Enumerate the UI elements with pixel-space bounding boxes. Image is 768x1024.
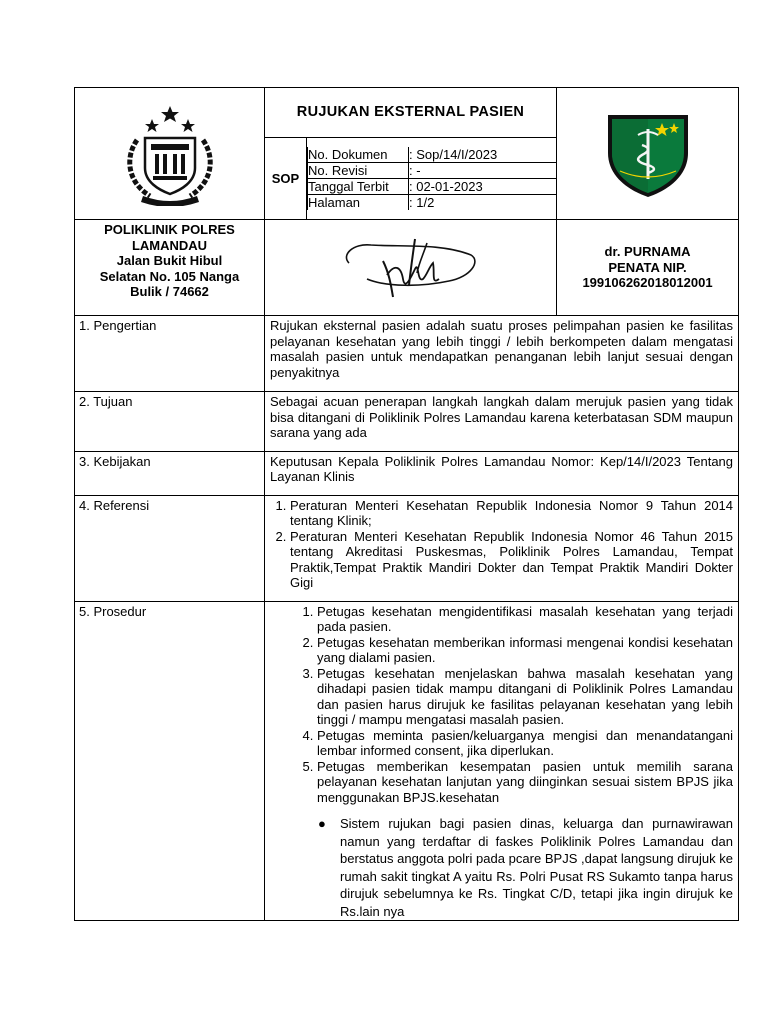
bullet-item [318, 815, 734, 920]
meta-row [308, 178, 557, 194]
doctor-name: dr. PURNAMA [604, 244, 691, 260]
medical-emblem-icon [602, 109, 694, 199]
list-item: 2. Petugas kesehatan memberikan informasi mengenai kondisi kesehatan yang dialami pasien. [317, 635, 733, 666]
list-item: 1. Petugas kesehatan mengidentifikasi masalah kesehatan yang terjadi pada pasien. [317, 604, 733, 635]
section-row [75, 392, 739, 452]
meta-value: : Sop/14/I/2023 [409, 147, 557, 163]
meta-key: No. Revisi [308, 162, 409, 178]
section-label: 5. Prosedur [75, 601, 265, 921]
section-text: Keputusan Kepala Poliklinik Polres Lamandau Nomor: Kep/14/I/2023 Tentang Layanan Klinis [265, 451, 739, 495]
doctor-nip: 19910626201801200​1 [582, 275, 713, 291]
meta-value: : 02-01-2023 [409, 178, 557, 194]
section-list [265, 495, 739, 601]
clinic-name-line: LAMANDAU [131, 237, 208, 253]
sop-table [74, 87, 739, 921]
medical-logo-cell [557, 88, 739, 220]
bullet-dot-icon: ● [318, 816, 326, 831]
meta-key: No. Dokumen [308, 147, 409, 163]
meta-key: Tanggal Terbit [308, 178, 409, 194]
sop-document [74, 87, 738, 921]
procedure-list [270, 604, 733, 806]
clinic-address-line: Bulik / 74662 [130, 284, 209, 299]
signature-cell [265, 220, 557, 316]
meta-row [308, 162, 557, 178]
section-row [75, 601, 739, 921]
list-item: 5. Petugas memberikan kesempatan pasien untuk memilih sarana pelayanan kesehatan lanjutan yang diinginkan sesuai sistem BPJS jika menggunakan BPJS.kesehatan [317, 759, 733, 806]
meta-value: : - [409, 162, 557, 178]
police-emblem-cell [75, 88, 265, 220]
sop-label: SOP [265, 137, 307, 219]
meta-row [308, 147, 557, 163]
meta-value: : 1/2 [409, 194, 557, 210]
doctor-info [557, 220, 739, 316]
clinic-address-line: Selatan No. 105 Nanga [99, 268, 240, 284]
clinic-address-line: Jalan Bukit Hibul [116, 253, 223, 268]
section-text: Sebagai acuan penerapan langkah langkah dalam merujuk pasien yang tidak bisa ditangani di Poliklinik Polres Lamandau karena keterbatasan SDM maupun sarana yang ada [265, 392, 739, 452]
police-emblem-icon [115, 102, 225, 206]
section-row [75, 316, 739, 392]
document-title: RUJUKAN EKSTERNAL PASIEN [265, 88, 557, 138]
clinic-address [75, 220, 265, 316]
list-item: 1. Peraturan Menteri Kesehatan Republik Indonesia Nomor 9 Tahun 2014 tentang Klinik; [290, 498, 733, 529]
section-text: Rujukan eksternal pasien adalah suatu proses pelimpahan pasien ke fasilitas pelayanan kesehatan yang lebih tinggi / lebih berkompeten dalam mengatasi masalah pasien untuk mendapatkan penanganan lebih lanjut sesuai dengan penyakitnya [265, 316, 739, 392]
section-label: 2. Tujuan [75, 392, 265, 452]
bullet-text: Sistem rujukan bagi pasien dinas, keluarga dan purnawirawan namun yang terdaftar di faskes Poliklinik Polres Lamandau dan berstatus anggota polri pada pcare BPJS ,dapat langsung dirujuk ke rumah sakit tingkat A yaitu Rs. Polri Pusat RS Sukamto tanpa harus dirujuk sebelumnya ke Rs. Tingkat C/D, tetapi jika ingin dirujuk ke Rs.lain nya [340, 816, 734, 919]
meta-row [308, 194, 557, 210]
procedure-bullets [270, 815, 733, 920]
section-list [265, 601, 739, 921]
section-row [75, 451, 739, 495]
section-label: 1. Pengertian [75, 316, 265, 392]
clinic-name-line: POLIKLINIK POLRES [104, 222, 235, 237]
document-meta [307, 147, 556, 210]
section-label: 3. Kebijakan [75, 451, 265, 495]
list-item: 2. Peraturan Menteri Kesehatan Republik Indonesia Nomor 46 Tahun 2015 tentang Akreditasi Puskesmas, Poliklinik Polres Lamandau, Tempat Praktik,Tempat Praktik Mandiri Dokter dan Tempat Praktik Mandiri Dokter Gigi [290, 529, 733, 591]
meta-key: Halaman [308, 194, 409, 210]
list-item: 4. Petugas meminta pasien/keluarganya mengisi dan menandatangani lembar informed consent, jika diperlukan. [317, 728, 733, 759]
reference-list [270, 498, 733, 591]
section-row [75, 495, 739, 601]
section-label: 4. Referensi [75, 495, 265, 601]
document-meta-cell [307, 137, 557, 219]
doctor-rank: PENATA NIP. [608, 259, 687, 275]
list-item: 3. Petugas kesehatan menjelaskan bahwa masalah kesehatan yang dihadapi pasien tidak mampu ditangani di Poliklinik Polres Lamandau dan pasien harus dirujuk ke fasilitas pelayanan kesehatan yang lebih tinggi / mampu mengatasi masalah pasien. [317, 666, 733, 728]
signature-image [331, 233, 491, 303]
